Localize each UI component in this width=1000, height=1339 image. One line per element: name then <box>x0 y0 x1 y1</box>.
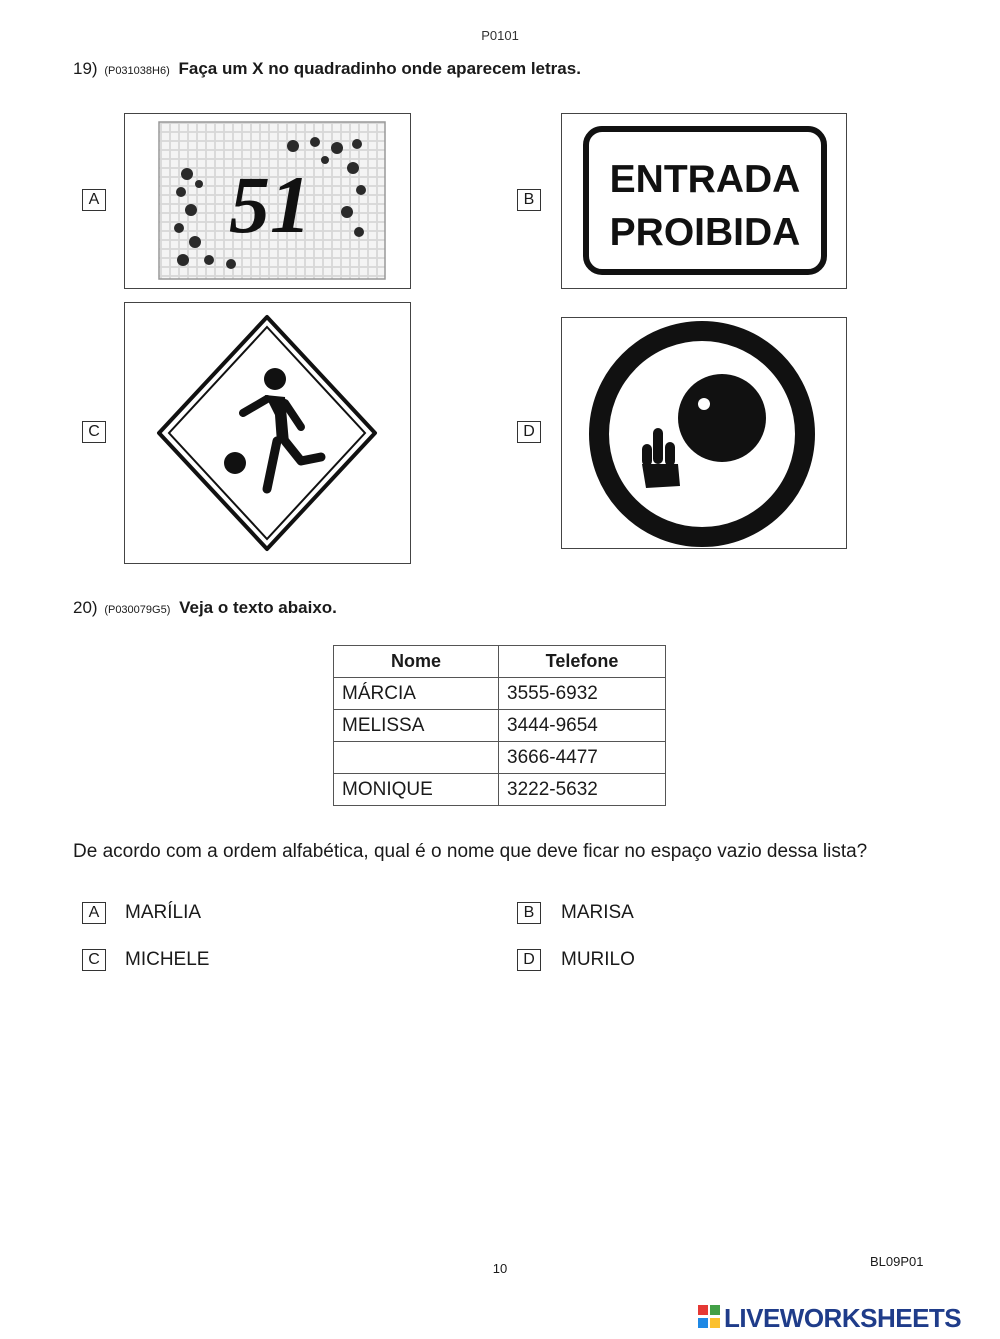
column-header-nome: Nome <box>334 646 499 678</box>
sign-text-line-2: PROIBIDA <box>609 211 801 254</box>
question-19-number: 19) <box>73 59 98 78</box>
option-a-checkbox[interactable]: A <box>82 189 106 211</box>
option-c-image-children-crossing-sign <box>124 302 411 564</box>
option-b-image-sign <box>561 113 847 289</box>
option-c-checkbox[interactable]: C <box>82 421 106 443</box>
table-cell-name: MÁRCIA <box>334 678 499 710</box>
table-cell-phone: 3666-4477 <box>499 742 666 774</box>
question-20-title <box>73 598 337 618</box>
question-19-code: (P031038H6) <box>104 65 170 77</box>
table-cell-name: MELISSA <box>334 710 499 742</box>
house-number-text: 51 <box>229 159 311 250</box>
answer-a-checkbox[interactable]: A <box>82 902 106 924</box>
answer-c-label: MICHELE <box>125 949 210 970</box>
question-20-text: De acordo com a ordem alfabética, qual é o nome que deve ficar no espaço vazio dessa lista? <box>73 841 868 862</box>
contacts-table <box>333 645 666 806</box>
sign-text-line-1: ENTRADA <box>609 158 801 201</box>
question-19-title <box>73 59 581 79</box>
answer-b-checkbox[interactable]: B <box>517 902 541 924</box>
table-cell-phone: 3222-5632 <box>499 774 666 806</box>
table-cell-phone: 3444-9654 <box>499 710 666 742</box>
answer-b-label: MARISA <box>561 902 634 923</box>
option-d-image-silence-sign <box>561 317 847 549</box>
question-20-code: (P030079G5) <box>104 604 171 616</box>
answer-a-label: MARÍLIA <box>125 902 202 923</box>
liveworksheets-brand[interactable]: LIVEWORKSHEETS <box>724 1303 962 1333</box>
option-a-image-house-number <box>124 113 411 289</box>
table-row <box>334 774 666 806</box>
column-header-telefone: Telefone <box>499 646 666 678</box>
table-row <box>334 710 666 742</box>
table-row <box>334 678 666 710</box>
question-19-prompt: Faça um X no quadradinho onde aparecem letras. <box>178 59 581 78</box>
liveworksheets-logo-icon <box>698 1305 720 1329</box>
table-header-row <box>334 646 666 678</box>
option-d-checkbox[interactable]: D <box>517 421 541 443</box>
question-20-number: 20) <box>73 598 98 617</box>
page-header-code: P0101 <box>481 28 519 43</box>
table-row-empty-name <box>334 742 666 774</box>
option-b-checkbox[interactable]: B <box>517 189 541 211</box>
table-cell-name: MONIQUE <box>334 774 499 806</box>
question-20-prompt: Veja o texto abaixo. <box>179 598 337 617</box>
table-cell-name-empty <box>334 742 499 774</box>
table-cell-phone: 3555-6932 <box>499 678 666 710</box>
page-number: 10 <box>492 1261 508 1276</box>
answer-c-checkbox[interactable]: C <box>82 949 106 971</box>
answer-d-label: MURILO <box>561 949 635 970</box>
footer-code: BL09P01 <box>870 1254 924 1269</box>
answer-d-checkbox[interactable]: D <box>517 949 541 971</box>
